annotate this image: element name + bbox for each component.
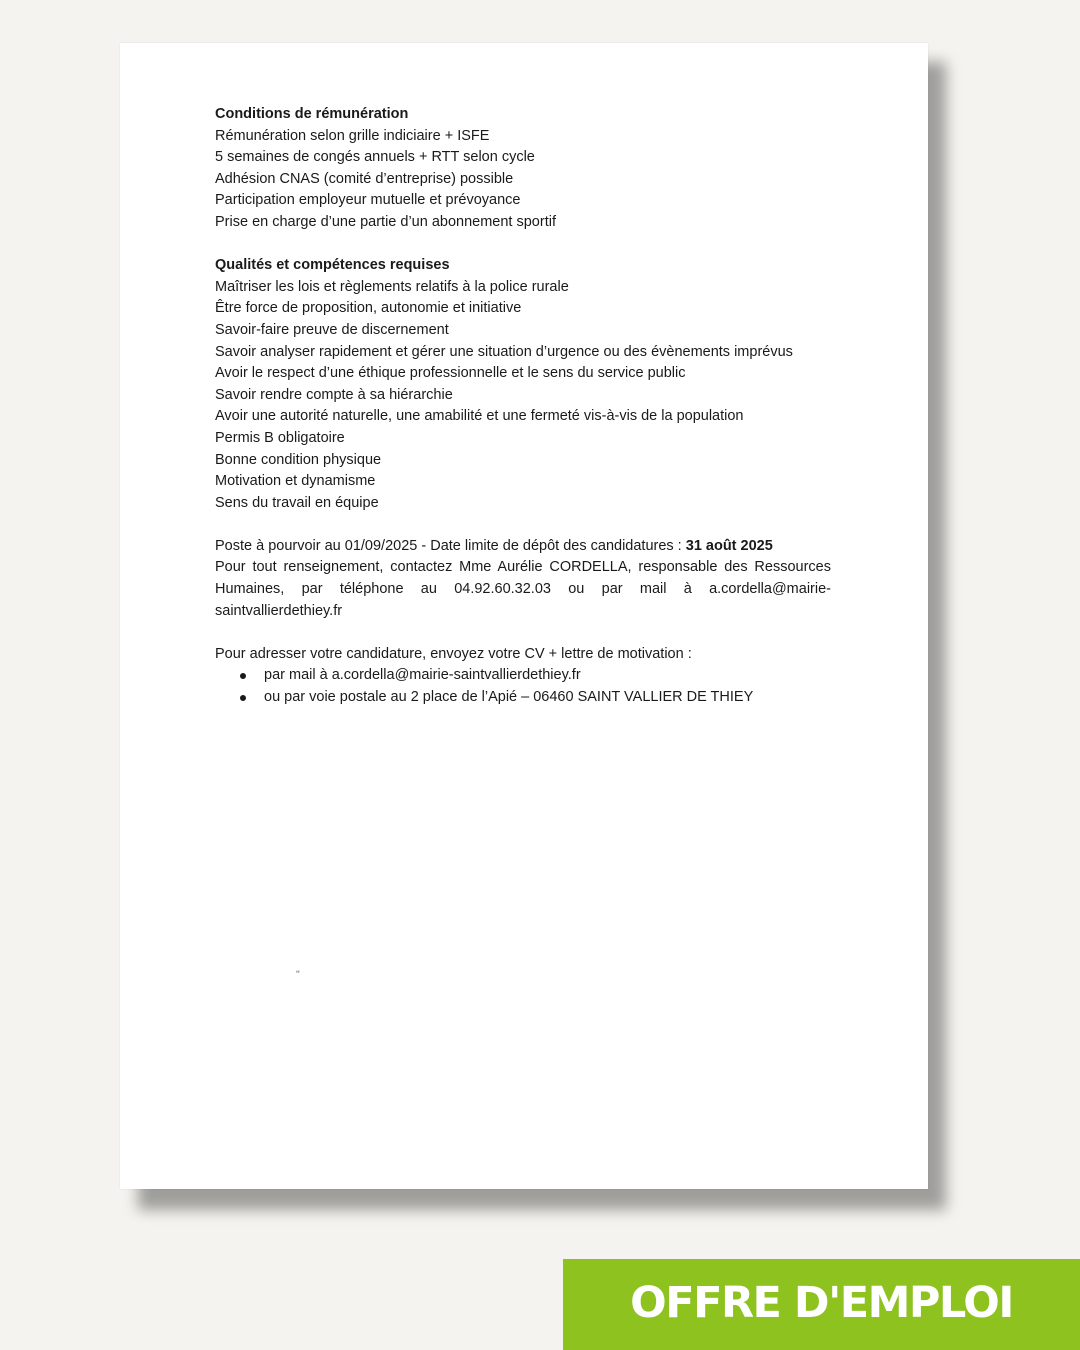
qualites-line: Motivation et dynamisme	[215, 473, 376, 490]
remuneration-line: Adhésion CNAS (comité d’entreprise) possible	[215, 170, 514, 187]
list-item	[215, 687, 831, 709]
candidature-bullet-mail: par mail à a.cordella@mairie-saintvallierdethiey.fr	[264, 667, 581, 684]
poste-text: Poste à pourvoir au 01/09/2025 - Date limite de dépôt des candidatures :	[215, 537, 686, 554]
qualites-line: Savoir rendre compte à sa hiérarchie	[215, 386, 453, 403]
remuneration-line: Prise en charge d’une partie d’un abonnement sportif	[215, 213, 556, 230]
remuneration-line: Participation employeur mutuelle et prévoyance	[215, 192, 521, 209]
qualites-line: Savoir analyser rapidement et gérer une situation d’urgence ou des évènements imprévus	[215, 343, 793, 360]
remuneration-line: 5 semaines de congés annuels + RTT selon cycle	[215, 149, 535, 166]
qualites-line: Permis B obligatoire	[215, 429, 345, 446]
job-offer-banner	[563, 1259, 1080, 1350]
candidature-intro: Pour adresser votre candidature, envoyez votre CV + lettre de motivation :	[215, 645, 692, 662]
document-page	[120, 43, 928, 1189]
qualites-title: Qualités et compétences requises	[215, 257, 450, 274]
qualites-line: Avoir le respect d’une éthique professionnelle et le sens du service public	[215, 365, 686, 382]
candidature-bullet-post: ou par voie postale au 2 place de l’Apié – 06460 SAINT VALLIER DE THIEY	[264, 689, 754, 706]
stray-mark: ‘‘	[296, 969, 300, 979]
qualites-line: Sens du travail en équipe	[215, 494, 379, 511]
qualites-line: Bonne condition physique	[215, 451, 382, 468]
qualites-line: Maîtriser les lois et règlements relatifs à la police rurale	[215, 278, 569, 295]
candidature-list	[215, 665, 831, 708]
document-content	[215, 104, 831, 709]
poste-deadline: 31 août 2025	[685, 537, 773, 554]
remuneration-title: Conditions de rémunération	[215, 106, 409, 122]
poste-line	[215, 536, 831, 558]
qualites-line: Savoir-faire preuve de discernement	[215, 321, 449, 338]
qualites-line: Être force de proposition, autonomie et initiative	[215, 300, 522, 317]
bullet-icon	[240, 673, 246, 679]
contact-paragraph: Pour tout renseignement, contactez Mme Aurélie CORDELLA, responsable des Ressources Humaines, par téléphone au 04.92.60.32.03 ou par mail à a.cordella@mairie-saintvallierdethiey.fr	[215, 559, 831, 619]
list-item	[215, 665, 831, 687]
banner-label: OFFRE D'EMPLOI	[630, 1277, 1013, 1328]
bullet-icon	[240, 695, 246, 701]
remuneration-line: Rémunération selon grille indiciaire + ISFE	[215, 127, 490, 144]
qualites-line: Avoir une autorité naturelle, une amabilité et une fermeté vis-à-vis de la population	[215, 408, 744, 425]
